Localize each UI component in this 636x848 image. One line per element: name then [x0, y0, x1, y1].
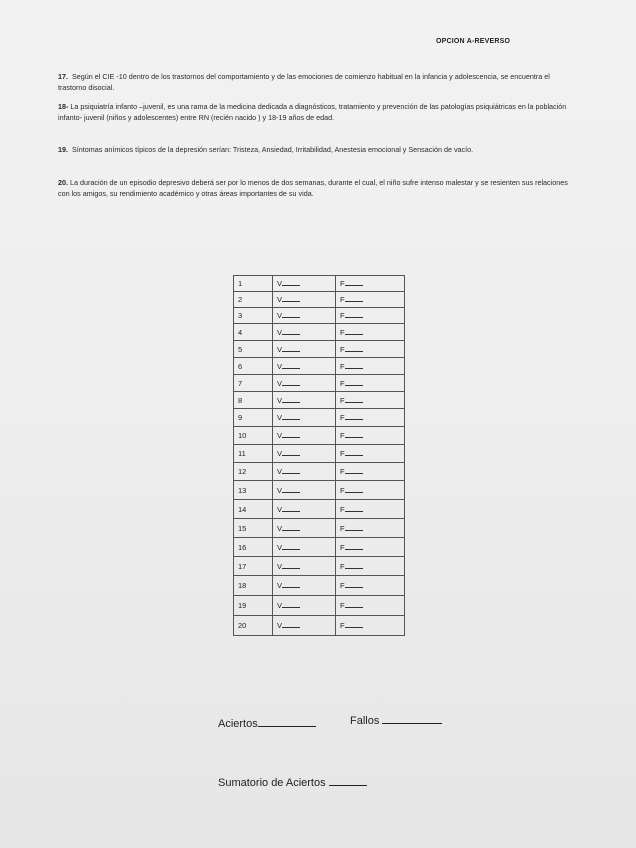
page-header: OPCION A-REVERSO	[436, 38, 511, 45]
false-label: F	[340, 581, 345, 590]
row-number: 20	[234, 616, 273, 636]
question-17	[58, 72, 568, 93]
question-text: La psiquiatría infanto –juvenil, es una rama de la medicina dedicada a diagnósticos, tratamiento y prevención de las patologías psiquiátricas en la población infanto- juvenil (niños y adolescentes) entre RN (recién nacido ) y 18-19 años de edad.	[58, 102, 567, 122]
true-label: V	[277, 467, 283, 476]
true-option[interactable]	[273, 358, 336, 375]
row-number: 17	[234, 557, 273, 576]
true-option[interactable]	[273, 519, 336, 538]
row-number: 19	[234, 596, 273, 616]
true-label: V	[277, 601, 283, 610]
true-option[interactable]	[273, 538, 336, 557]
false-label: F	[340, 361, 345, 371]
true-option[interactable]	[273, 616, 336, 636]
true-option[interactable]	[273, 557, 336, 576]
true-label: V	[277, 449, 283, 458]
true-blank[interactable]	[282, 505, 300, 512]
false-option[interactable]	[336, 481, 405, 500]
aciertos-field	[218, 716, 316, 730]
true-option[interactable]	[273, 341, 336, 358]
row-number: 4	[234, 324, 273, 341]
row-number: 2	[234, 292, 273, 308]
false-option[interactable]	[336, 557, 405, 576]
true-option[interactable]	[273, 308, 336, 324]
answer-row	[234, 463, 405, 481]
false-blank[interactable]	[345, 379, 363, 386]
true-blank[interactable]	[282, 543, 300, 550]
true-blank[interactable]	[282, 279, 300, 286]
answer-row	[234, 519, 405, 538]
false-option[interactable]	[336, 392, 405, 409]
answer-row	[234, 308, 405, 324]
false-blank[interactable]	[345, 449, 363, 456]
false-label: F	[340, 431, 345, 440]
false-option[interactable]	[336, 596, 405, 616]
row-number: 9	[234, 409, 273, 427]
row-number: 7	[234, 375, 273, 392]
answer-row	[234, 392, 405, 409]
true-blank[interactable]	[282, 449, 300, 456]
true-label: V	[277, 581, 283, 590]
true-option[interactable]	[273, 500, 336, 519]
false-label: F	[340, 344, 345, 354]
true-blank[interactable]	[282, 524, 300, 531]
false-blank[interactable]	[345, 524, 363, 531]
false-option[interactable]	[336, 341, 405, 358]
true-label: V	[277, 378, 283, 388]
question-number: 18-	[58, 102, 69, 111]
true-label: V	[277, 413, 283, 422]
answer-row	[234, 596, 405, 616]
false-option[interactable]	[336, 427, 405, 445]
false-label: F	[340, 395, 345, 405]
row-number: 8	[234, 392, 273, 409]
question-number: 17.	[58, 72, 68, 81]
answer-row	[234, 292, 405, 308]
true-option[interactable]	[273, 445, 336, 463]
false-label: F	[340, 327, 345, 337]
answer-row	[234, 409, 405, 427]
aciertos-blank[interactable]	[258, 716, 316, 727]
true-label: V	[277, 542, 283, 552]
true-blank[interactable]	[282, 486, 300, 493]
false-blank[interactable]	[345, 601, 363, 608]
sumatorio-blank[interactable]	[329, 775, 367, 786]
false-blank[interactable]	[345, 328, 363, 335]
false-label: F	[340, 467, 345, 476]
true-label: V	[277, 361, 283, 371]
false-label: F	[340, 449, 345, 458]
row-number: 10	[234, 427, 273, 445]
false-option[interactable]	[336, 358, 405, 375]
false-blank[interactable]	[345, 396, 363, 403]
false-option[interactable]	[336, 292, 405, 308]
false-blank[interactable]	[345, 621, 363, 628]
row-number: 11	[234, 445, 273, 463]
question-number: 20.	[58, 178, 68, 187]
row-number: 6	[234, 358, 273, 375]
row-number: 16	[234, 538, 273, 557]
answer-row	[234, 324, 405, 341]
answer-row	[234, 616, 405, 636]
row-number: 18	[234, 576, 273, 596]
false-label: F	[340, 542, 345, 552]
true-label: V	[277, 295, 283, 304]
fallos-label: Fallos	[350, 715, 380, 727]
true-option[interactable]	[273, 576, 336, 596]
true-blank[interactable]	[282, 621, 300, 628]
true-blank[interactable]	[282, 562, 300, 569]
question-20	[58, 178, 568, 199]
false-option[interactable]	[336, 538, 405, 557]
false-option[interactable]	[336, 500, 405, 519]
false-option[interactable]	[336, 409, 405, 427]
true-blank[interactable]	[282, 379, 300, 386]
true-blank[interactable]	[282, 311, 300, 318]
true-option[interactable]	[273, 324, 336, 341]
true-blank[interactable]	[282, 295, 300, 302]
true-blank[interactable]	[282, 396, 300, 403]
true-label: V	[277, 327, 283, 337]
true-label: V	[277, 311, 283, 320]
fallos-blank[interactable]	[382, 713, 442, 724]
false-blank[interactable]	[345, 345, 363, 352]
false-blank[interactable]	[345, 581, 363, 588]
false-label: F	[340, 621, 345, 630]
question-19	[58, 145, 568, 156]
false-label: F	[340, 561, 345, 571]
question-text: Según el CIE -10 dentro de los trastornos del comportamiento y de las emociones de comienzo habitual en la infancia y adolescencia, se encuentra el trastorno disocial.	[58, 72, 550, 92]
true-label: V	[277, 504, 283, 514]
false-label: F	[340, 504, 345, 514]
false-option[interactable]	[336, 324, 405, 341]
answer-row	[234, 341, 405, 358]
row-number: 13	[234, 481, 273, 500]
answer-row	[234, 427, 405, 445]
true-label: V	[277, 395, 283, 405]
aciertos-label: Aciertos	[218, 718, 258, 730]
question-18	[58, 102, 568, 123]
true-blank[interactable]	[282, 581, 300, 588]
true-option[interactable]	[273, 409, 336, 427]
question-text: La duración de un episodio depresivo deberá ser por lo menos de dos semanas, durante el cual, el niño sufre intenso malestar y se resienten sus relaciones con los amigos, su rendimiento académico y otras áreas importantes de su vida.	[58, 178, 568, 198]
true-blank[interactable]	[282, 413, 300, 420]
false-label: F	[340, 523, 345, 533]
answer-row	[234, 375, 405, 392]
false-option[interactable]	[336, 519, 405, 538]
question-text: Síntomas anímicos típicos de la depresión serían: Tristeza, Ansiedad, Irritabilidad, Anestesia emocional y Sensación de vacío.	[72, 145, 474, 154]
false-blank[interactable]	[345, 467, 363, 474]
true-option[interactable]	[273, 392, 336, 409]
true-blank[interactable]	[282, 345, 300, 352]
answer-row	[234, 358, 405, 375]
true-label: V	[277, 621, 283, 630]
row-number: 12	[234, 463, 273, 481]
answer-row	[234, 538, 405, 557]
true-option[interactable]	[273, 375, 336, 392]
row-number: 3	[234, 308, 273, 324]
answer-table	[233, 275, 405, 636]
answer-row	[234, 576, 405, 596]
answer-row	[234, 445, 405, 463]
false-label: F	[340, 485, 345, 495]
false-blank[interactable]	[345, 295, 363, 302]
false-label: F	[340, 601, 345, 610]
true-blank[interactable]	[282, 362, 300, 369]
true-label: V	[277, 431, 283, 440]
true-blank[interactable]	[282, 601, 300, 608]
true-label: V	[277, 523, 283, 533]
true-label: V	[277, 485, 283, 495]
false-option[interactable]	[336, 445, 405, 463]
fallos-field	[350, 713, 442, 727]
sumatorio-field	[218, 775, 367, 789]
false-option[interactable]	[336, 463, 405, 481]
false-blank[interactable]	[345, 562, 363, 569]
false-label: F	[340, 378, 345, 388]
answer-row	[234, 557, 405, 576]
true-label: V	[277, 561, 283, 571]
false-option[interactable]	[336, 308, 405, 324]
row-number: 14	[234, 500, 273, 519]
true-option[interactable]	[273, 481, 336, 500]
answer-row	[234, 481, 405, 500]
row-number: 5	[234, 341, 273, 358]
false-blank[interactable]	[345, 505, 363, 512]
false-blank[interactable]	[345, 486, 363, 493]
true-option[interactable]	[273, 276, 336, 292]
false-blank[interactable]	[345, 431, 363, 438]
false-label: F	[340, 279, 345, 288]
false-option[interactable]	[336, 276, 405, 292]
false-blank[interactable]	[345, 279, 363, 286]
false-option[interactable]	[336, 616, 405, 636]
false-option[interactable]	[336, 576, 405, 596]
true-blank[interactable]	[282, 431, 300, 438]
answer-row	[234, 276, 405, 292]
true-blank[interactable]	[282, 328, 300, 335]
true-option[interactable]	[273, 292, 336, 308]
true-blank[interactable]	[282, 467, 300, 474]
answer-row	[234, 500, 405, 519]
row-number: 15	[234, 519, 273, 538]
sumatorio-label: Sumatorio de Aciertos	[218, 777, 326, 789]
true-option[interactable]	[273, 596, 336, 616]
question-number: 19.	[58, 145, 68, 154]
true-label: V	[277, 279, 283, 288]
row-number: 1	[234, 276, 273, 292]
false-blank[interactable]	[345, 362, 363, 369]
false-label: F	[340, 295, 345, 304]
false-label: F	[340, 311, 345, 320]
false-blank[interactable]	[345, 311, 363, 318]
true-option[interactable]	[273, 463, 336, 481]
true-label: V	[277, 344, 283, 354]
false-label: F	[340, 413, 345, 422]
false-option[interactable]	[336, 375, 405, 392]
true-option[interactable]	[273, 427, 336, 445]
false-blank[interactable]	[345, 413, 363, 420]
false-blank[interactable]	[345, 543, 363, 550]
